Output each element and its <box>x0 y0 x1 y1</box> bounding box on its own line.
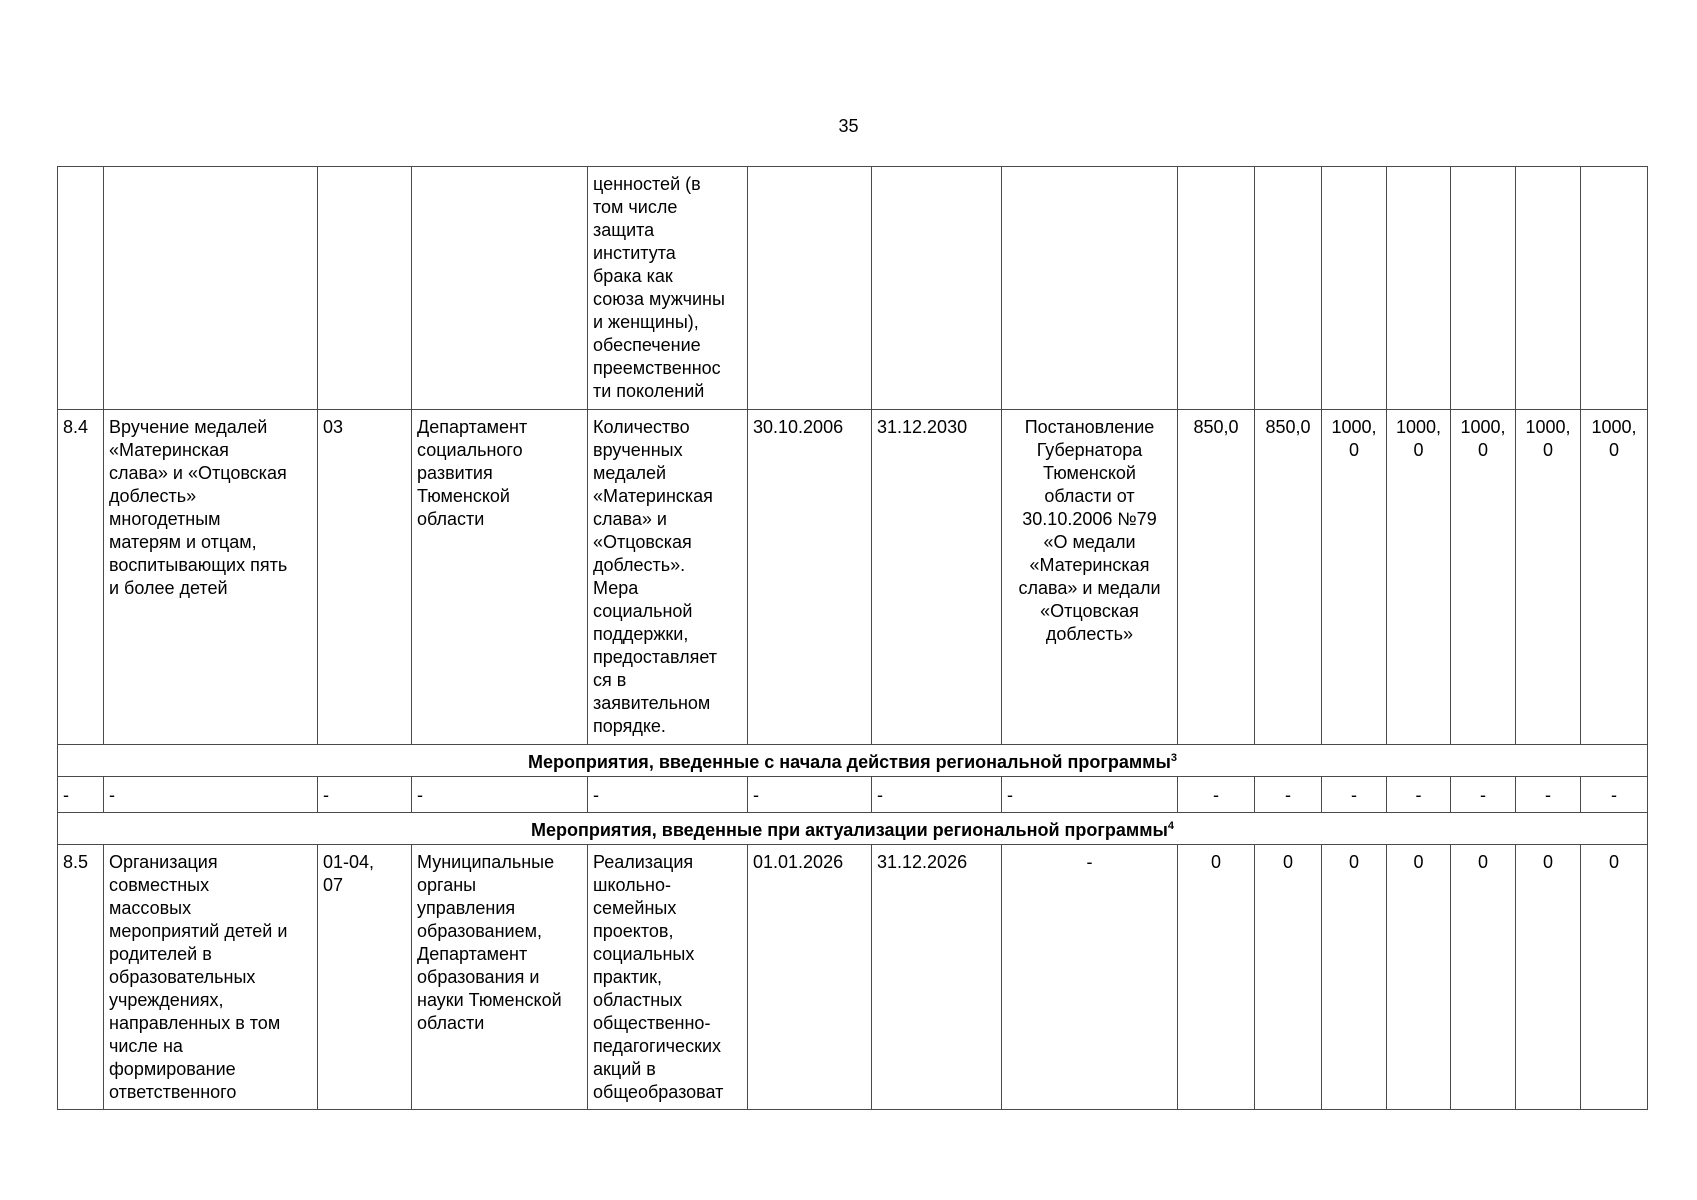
cell-indicator: Реализация школьно- семейных проектов, социальных практик, областных общественно- педагогических акций в общеобразоват <box>588 845 748 1110</box>
cell-basis: - <box>1002 845 1178 1110</box>
cell-value <box>1451 167 1516 410</box>
cell-name: - <box>104 777 318 813</box>
cell-end-date: - <box>872 777 1002 813</box>
cell-start-date: 01.01.2026 <box>748 845 872 1110</box>
cell-name: Организация совместных массовых мероприятий детей и родителей в образовательных учреждениях, направленных в том числе на формирование ответственного <box>104 845 318 1110</box>
cell-code: - <box>318 777 412 813</box>
cell-indicator: - <box>588 777 748 813</box>
cell-value-3: 1000, 0 <box>1322 410 1387 745</box>
cell-value <box>1581 167 1648 410</box>
cell-value <box>1516 167 1581 410</box>
cell-end-date: 31.12.2026 <box>872 845 1002 1110</box>
cell-number: - <box>58 777 104 813</box>
cell-basis <box>1002 167 1178 410</box>
footnote-ref: 3 <box>1170 752 1177 764</box>
program-measures-table <box>57 166 1648 1110</box>
cell-value-2: 0 <box>1255 845 1322 1110</box>
cell-value-7: 0 <box>1581 845 1648 1110</box>
cell-value-3: - <box>1322 777 1387 813</box>
cell-executor: Департамент социального развития Тюменской области <box>412 410 588 745</box>
table-row-8-5 <box>58 845 1648 1110</box>
cell-indicator: ценностей (в том числе защита института брака как союза мужчины и женщины), обеспечение преемственнос ти поколений <box>588 167 748 410</box>
cell-value-4: 1000, 0 <box>1387 410 1451 745</box>
table-row-continuation <box>58 167 1648 410</box>
cell-value-4: - <box>1387 777 1451 813</box>
section-header-row <box>58 813 1648 845</box>
cell-start-date: 30.10.2006 <box>748 410 872 745</box>
cell-code: 01-04, 07 <box>318 845 412 1110</box>
cell-executor: Муниципальные органы управления образованием, Департамент образования и науки Тюменской области <box>412 845 588 1110</box>
cell-number: 8.4 <box>58 410 104 745</box>
table-row-empty <box>58 777 1648 813</box>
cell-value <box>1178 167 1255 410</box>
cell-basis: Постановление Губернатора Тюменской области от 30.10.2006 №79 «О медали «Материнская слава» и медали «Отцовская доблесть» <box>1002 410 1178 745</box>
cell-code <box>318 167 412 410</box>
cell-value-7: 1000, 0 <box>1581 410 1648 745</box>
section-header-updated <box>58 813 1648 845</box>
cell-number <box>58 167 104 410</box>
cell-value-4: 0 <box>1387 845 1451 1110</box>
cell-value-5: - <box>1451 777 1516 813</box>
page-number: 35 <box>838 116 859 136</box>
cell-value-6: 1000, 0 <box>1516 410 1581 745</box>
cell-start-date <box>748 167 872 410</box>
cell-indicator: Количество врученных медалей «Материнская слава» и «Отцовская доблесть». Мера социальной поддержки, предоставляет ся в заявительном порядке. <box>588 410 748 745</box>
cell-name: Вручение медалей «Материнская слава» и «Отцовская доблесть» многодетным матерям и отцам, воспитывающих пять и более детей <box>104 410 318 745</box>
cell-end-date <box>872 167 1002 410</box>
cell-value-1: 0 <box>1178 845 1255 1110</box>
cell-end-date: 31.12.2030 <box>872 410 1002 745</box>
section-header-initial <box>58 745 1648 777</box>
cell-value-5: 1000, 0 <box>1451 410 1516 745</box>
cell-executor: - <box>412 777 588 813</box>
cell-start-date: - <box>748 777 872 813</box>
cell-executor <box>412 167 588 410</box>
cell-code: 03 <box>318 410 412 745</box>
section-header-row <box>58 745 1648 777</box>
cell-value-6: - <box>1516 777 1581 813</box>
cell-value-1: 850,0 <box>1178 410 1255 745</box>
cell-value-3: 0 <box>1322 845 1387 1110</box>
cell-value-6: 0 <box>1516 845 1581 1110</box>
cell-value-2: 850,0 <box>1255 410 1322 745</box>
cell-value-7: - <box>1581 777 1648 813</box>
cell-basis: - <box>1002 777 1178 813</box>
cell-value <box>1322 167 1387 410</box>
table-row-8-4 <box>58 410 1648 745</box>
footnote-ref: 4 <box>1167 820 1175 832</box>
cell-value <box>1255 167 1322 410</box>
cell-number: 8.5 <box>58 845 104 1110</box>
cell-value-1: - <box>1178 777 1255 813</box>
section-title: Мероприятия, введенные с начала действия региональной программы <box>528 752 1171 772</box>
cell-value-2: - <box>1255 777 1322 813</box>
cell-value <box>1387 167 1451 410</box>
section-title: Мероприятия, введенные при актуализации региональной программы <box>530 820 1168 840</box>
cell-value-5: 0 <box>1451 845 1516 1110</box>
cell-name <box>104 167 318 410</box>
